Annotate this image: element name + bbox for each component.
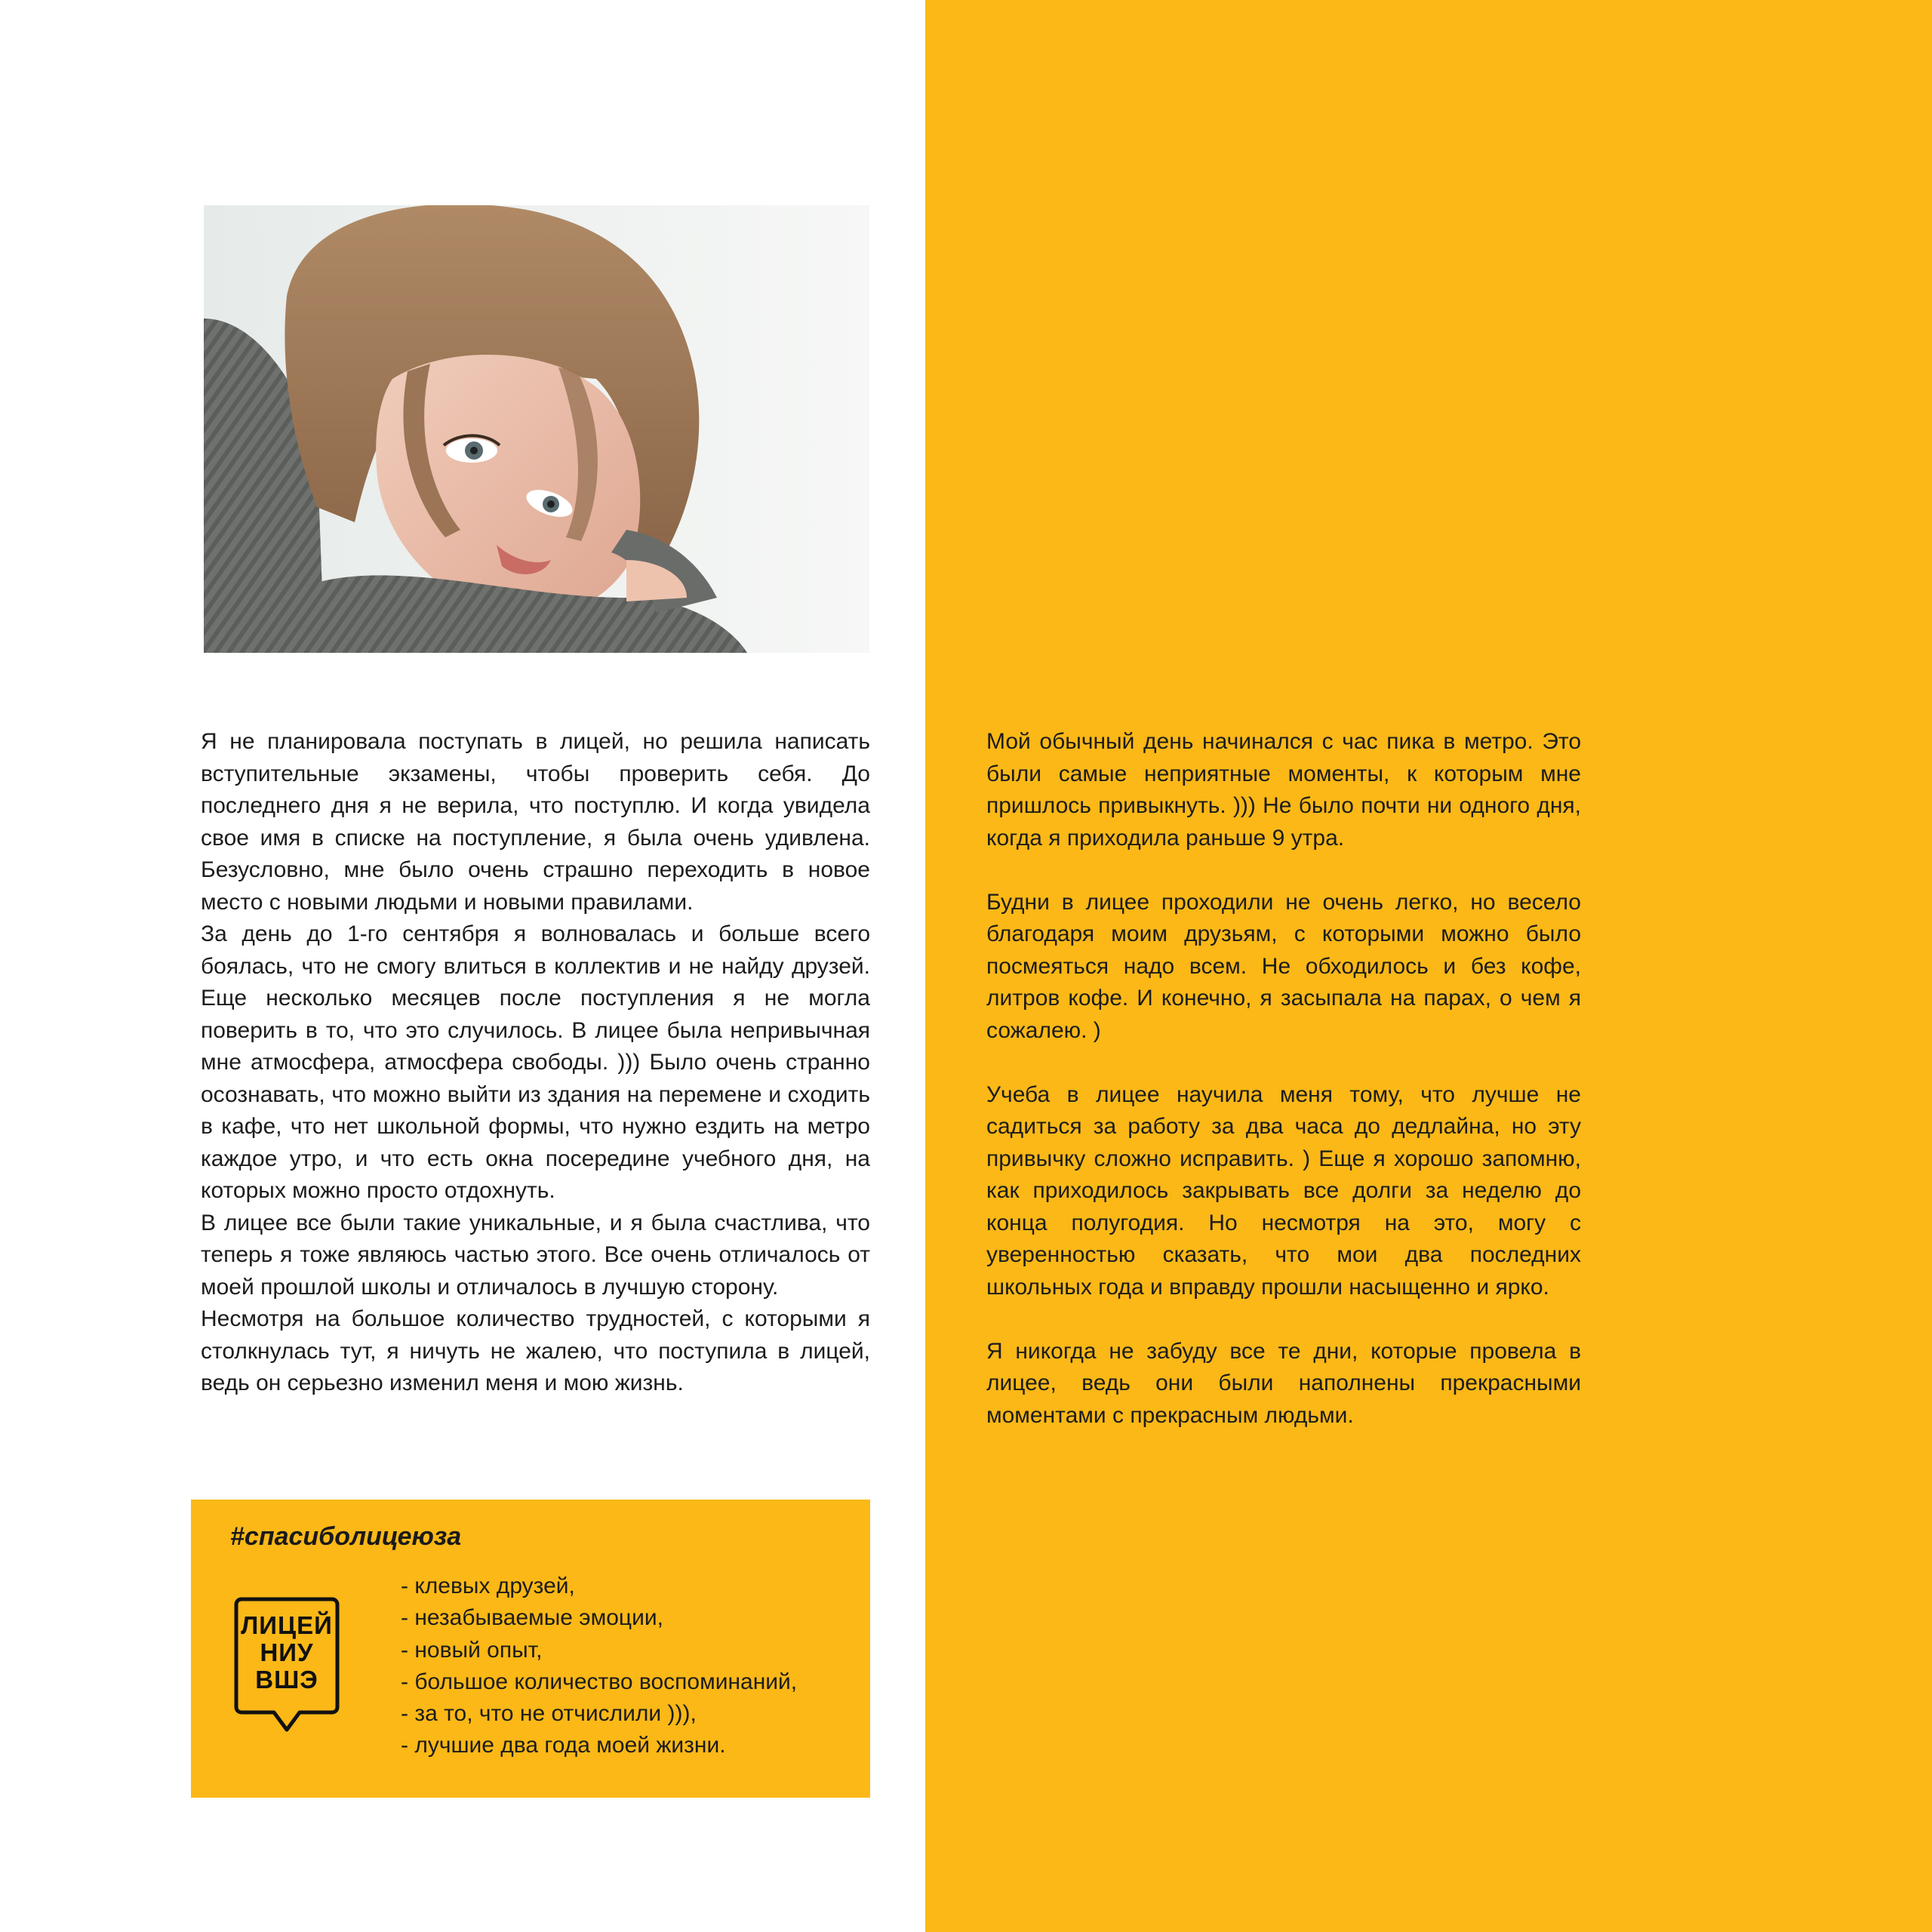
list-item: - клевых друзей, bbox=[401, 1574, 575, 1598]
hashtag: #спасиболицеюза bbox=[230, 1522, 462, 1551]
right-article-text bbox=[986, 726, 1581, 1432]
portrait-photo bbox=[204, 205, 869, 653]
list-item: - незабываемые эмоции, bbox=[401, 1605, 663, 1631]
paragraph: Несмотря на большое количество трудностей, с которыми я столкнулась тут, я ничуть не жалею, что поступила в лицей, ведь он серьезно изменил меня и мою жизнь. bbox=[201, 1306, 870, 1395]
paragraph: За день до 1-го сентября я волновалась и больше всего боялась, что не смогу влиться в коллектив и не найду друзей. Еще несколько месяцев после поступления я не могла поверить в то, что это случилось. В лицее была непривычная мне атмосфера, атмосфера свободы. ))) Было очень странно осознавать, что можно выйти из здания на перемене и сходить в кафе, что нет школьной формы, что нужно ездить на метро каждое утро, и что есть окна посередине учебного дня, на которых можно просто отдохнуть. bbox=[201, 921, 870, 1203]
thanks-list bbox=[401, 1571, 797, 1762]
lyceum-logo bbox=[230, 1594, 343, 1734]
paragraph: Я не планировала поступать в лицей, но решила написать вступительные экзамены, чтобы проверить себя. До последнего дня я не верила, что поступлю. И когда увидела свое имя в списке на поступление, я была очень удивлена. Безусловно, мне было очень страшно переходить в новое место с новыми людьми и новыми правилами. bbox=[201, 729, 870, 915]
logo-line: НИУ bbox=[260, 1638, 314, 1666]
paragraph: В лицее все были такие уникальные, и я была счастлива, что теперь я тоже являюсь частью этого. Все очень отличалось от моей прошлой школы и отличалось в лучшую сторону. bbox=[201, 1210, 870, 1300]
left-article-text bbox=[201, 726, 870, 1400]
logo-text bbox=[230, 1612, 343, 1694]
logo-line: ВШЭ bbox=[255, 1666, 318, 1694]
list-item: - за то, что не отчислили ))), bbox=[401, 1701, 697, 1727]
portrait-illustration bbox=[204, 205, 869, 653]
paragraph: Я никогда не забуду все те дни, которые провела в лицее, ведь они были наполнены прекрасными моментами с прекрасным людьми. bbox=[986, 1338, 1581, 1428]
paragraph: Мой обычный день начинался с час пика в метро. Это были самые неприятные моменты, к которым мне пришлось привыкнуть. ))) Не было почти ни одного дня, когда я приходила раньше 9 утра. bbox=[986, 729, 1581, 851]
logo-line: ЛИЦЕЙ bbox=[241, 1611, 333, 1639]
list-item: - большое количество воспоминаний, bbox=[401, 1669, 798, 1694]
paragraph: Будни в лицее проходили не очень легко, но весело благодаря моим друзьям, с которыми можно было посмеяться надо всем. Не обходилось и без кофе, литров кофе. И конечно, я засыпала на парах, о чем я сожалею. ) bbox=[986, 889, 1581, 1043]
paragraph: Учеба в лицее научила меня тому, что лучше не садиться за работу за два часа до дедлайна, но эту привычку сложно исправить. ) Еще я хорошо запомню, как приходилось закрывать все долги за неделю до конца полугодия. Но несмотря на это, могу с уверенностью сказать, что мои два последних школьных года и вправду прошли насыщенно и ярко. bbox=[986, 1081, 1581, 1300]
thanks-box bbox=[191, 1500, 870, 1798]
list-item: - лучшие два года моей жизни. bbox=[401, 1733, 726, 1758]
list-item: - новый опыт, bbox=[401, 1637, 543, 1663]
